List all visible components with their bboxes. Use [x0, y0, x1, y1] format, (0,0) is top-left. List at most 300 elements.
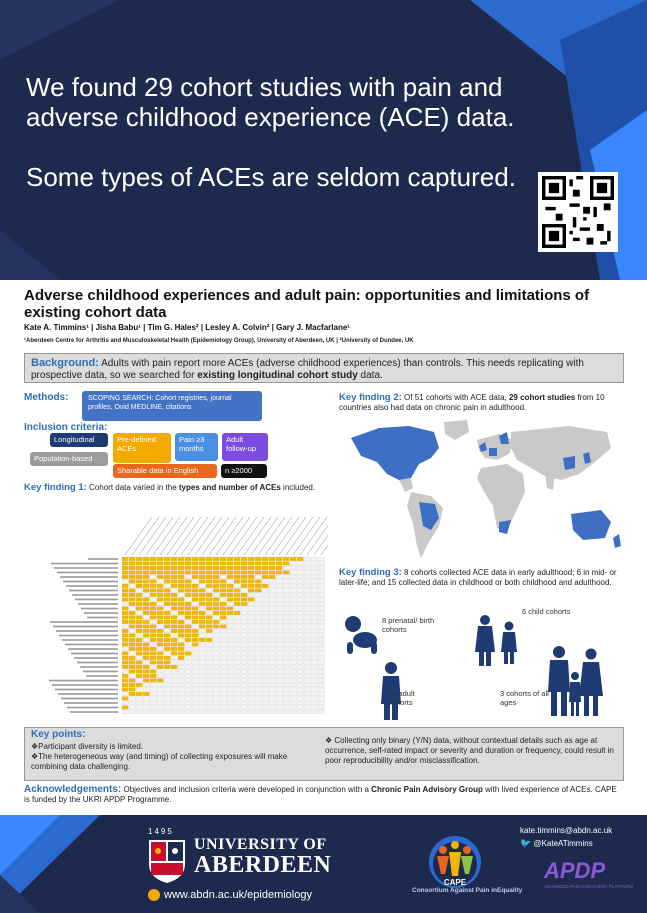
- grid-cell: [227, 620, 233, 624]
- grid-cell: [276, 688, 282, 692]
- world-map: [339, 418, 625, 566]
- grid-cell: [241, 607, 247, 611]
- grid-cell: [122, 566, 128, 570]
- grid-cell: [227, 580, 233, 584]
- grid-cell: [129, 652, 135, 656]
- grid-cell: [255, 616, 261, 620]
- grid-cell: [290, 692, 296, 696]
- grid-cell: [276, 679, 282, 683]
- grid-cell: [178, 629, 184, 633]
- grid-cell: [192, 634, 198, 638]
- grid-cell: [290, 602, 296, 606]
- grid-column-header: [272, 517, 299, 555]
- grid-cell: [150, 575, 156, 579]
- grid-cell: [283, 602, 289, 606]
- grid-cell: [248, 692, 254, 696]
- grid-cell: [220, 706, 226, 710]
- grid-cell: [269, 679, 275, 683]
- website-url[interactable]: www.abdn.ac.uk/epidemiology: [164, 889, 312, 901]
- grid-cell: [283, 571, 289, 575]
- grid-cell: [136, 580, 142, 584]
- grid-cell: [318, 697, 324, 701]
- grid-cell: [129, 593, 135, 597]
- grid-cell: [136, 602, 142, 606]
- grid-cell: [199, 652, 205, 656]
- grid-cell: [276, 580, 282, 584]
- grid-cell: [213, 674, 219, 678]
- grid-cell: [227, 656, 233, 660]
- grid-cell: [206, 679, 212, 683]
- grid-cell: [164, 679, 170, 683]
- grid-cell: [262, 616, 268, 620]
- grid-cell: [318, 625, 324, 629]
- grid-column-header: [237, 517, 264, 555]
- grid-cell: [269, 634, 275, 638]
- grid-cell: [255, 575, 261, 579]
- grid-cell: [311, 557, 317, 561]
- grid-cell: [290, 661, 296, 665]
- grid-column-header: [216, 517, 243, 555]
- grid-cell: [150, 643, 156, 647]
- grid-cell: [297, 692, 303, 696]
- grid-cell: [318, 629, 324, 633]
- grid-cell: [283, 589, 289, 593]
- grid-cell: [206, 566, 212, 570]
- grid-cell: [227, 665, 233, 669]
- grid-cell: [192, 697, 198, 701]
- grid-cell: [122, 661, 128, 665]
- grid-cell: [213, 647, 219, 651]
- grid-cell: [220, 598, 226, 602]
- grid-cell: [311, 665, 317, 669]
- grid-cell: [171, 571, 177, 575]
- grid-cell: [234, 710, 240, 714]
- grid-cell: [269, 643, 275, 647]
- grid-cell: [276, 661, 282, 665]
- grid-cell: [297, 634, 303, 638]
- grid-cell: [143, 679, 149, 683]
- key-finding-1-text-1: Cohort data varied in the: [86, 483, 179, 492]
- grid-column-header: [300, 517, 327, 555]
- grid-cell: [129, 643, 135, 647]
- grid-cell: [227, 607, 233, 611]
- grid-cell: [255, 665, 261, 669]
- grid-cell: [164, 701, 170, 705]
- grid-cell: [164, 620, 170, 624]
- grid-cell: [199, 580, 205, 584]
- grid-cell: [192, 607, 198, 611]
- grid-cell: [164, 652, 170, 656]
- grid-cell: [283, 692, 289, 696]
- grid-cell: [304, 602, 310, 606]
- grid-cell: [129, 589, 135, 593]
- grid-cell: [241, 562, 247, 566]
- grid-cell: [206, 688, 212, 692]
- grid-cell: [157, 643, 163, 647]
- grid-cell: [171, 697, 177, 701]
- grid-cell: [297, 688, 303, 692]
- grid-cell: [171, 652, 177, 656]
- grid-cell: [136, 688, 142, 692]
- grid-cell: [157, 710, 163, 714]
- grid-cell: [227, 611, 233, 615]
- grid-cell: [164, 602, 170, 606]
- grid-cell: [318, 692, 324, 696]
- grid-cell: [150, 611, 156, 615]
- grid-cell: [311, 616, 317, 620]
- grid-cell: [199, 557, 205, 561]
- grid-cell: [206, 616, 212, 620]
- grid-cell: [234, 652, 240, 656]
- grid-cell: [143, 593, 149, 597]
- grid-row-label: [87, 617, 118, 619]
- grid-cell: [164, 598, 170, 602]
- grid-cell: [192, 688, 198, 692]
- grid-cell: [178, 607, 184, 611]
- grid-cell: [192, 625, 198, 629]
- grid-cell: [262, 697, 268, 701]
- grid-cell: [213, 562, 219, 566]
- grid-cell: [143, 688, 149, 692]
- grid-cell: [304, 710, 310, 714]
- grid-cell: [269, 697, 275, 701]
- grid-cell: [150, 692, 156, 696]
- grid-cell: [297, 706, 303, 710]
- grid-cell: [269, 566, 275, 570]
- grid-cell: [269, 701, 275, 705]
- affiliations: ¹Aberdeen Centre for Arthritis and Musculoskeletal Health (Epidemiology Group), University of Aberdeen, UK | ²University of Dundee, UK: [24, 338, 414, 344]
- grid-cell: [171, 647, 177, 651]
- grid-cell: [248, 674, 254, 678]
- grid-cell: [143, 670, 149, 674]
- grid-cell: [318, 656, 324, 660]
- grid-cell: [304, 557, 310, 561]
- grid-cell: [262, 647, 268, 651]
- grid-cell: [199, 562, 205, 566]
- grid-cell: [318, 701, 324, 705]
- grid-cell: [269, 593, 275, 597]
- grid-cell: [129, 629, 135, 633]
- grid-cell: [136, 571, 142, 575]
- grid-cell: [234, 562, 240, 566]
- grid-cell: [178, 674, 184, 678]
- grid-cell: [192, 652, 198, 656]
- grid-cell: [129, 557, 135, 561]
- grid-cell: [290, 706, 296, 710]
- grid-cell: [122, 557, 128, 561]
- grid-cell: [276, 710, 282, 714]
- grid-cell: [318, 566, 324, 570]
- grid-cell: [150, 616, 156, 620]
- criterion-adult: Adult follow-up: [222, 433, 268, 461]
- grid-cell: [178, 661, 184, 665]
- grid-cell: [185, 580, 191, 584]
- grid-cell: [171, 584, 177, 588]
- grid-cell: [136, 557, 142, 561]
- grid-cell: [248, 710, 254, 714]
- grid-cell: [255, 674, 261, 678]
- key-finding-1-text-bold: types and number of ACEs: [178, 483, 281, 492]
- grid-cell: [283, 566, 289, 570]
- grid-cell: [171, 562, 177, 566]
- contact-email[interactable]: kate.timmins@abdn.ac.uk: [520, 826, 613, 835]
- grid-cell: [171, 710, 177, 714]
- grid-cell: [199, 584, 205, 588]
- grid-cell: [220, 688, 226, 692]
- grid-cell: [311, 566, 317, 570]
- grid-cell: [129, 625, 135, 629]
- grid-cell: [199, 607, 205, 611]
- grid-cell: [157, 589, 163, 593]
- grid-cell: [318, 688, 324, 692]
- grid-cell: [241, 571, 247, 575]
- grid-cell: [318, 598, 324, 602]
- grid-cell: [234, 611, 240, 615]
- grid-cell: [304, 706, 310, 710]
- grid-cell: [248, 670, 254, 674]
- grid-column-header: [279, 517, 306, 555]
- grid-cell: [192, 593, 198, 597]
- grid-cell: [220, 710, 226, 714]
- grid-cell: [213, 661, 219, 665]
- grid-cell: [311, 575, 317, 579]
- grid-cell: [143, 647, 149, 651]
- grid-cell: [199, 575, 205, 579]
- criterion-pain: Pain ≥3 months: [175, 433, 218, 461]
- grid-cell: [234, 661, 240, 665]
- grid-cell: [248, 625, 254, 629]
- grid-cell: [220, 647, 226, 651]
- grid-cell: [318, 643, 324, 647]
- grid-cell: [171, 598, 177, 602]
- grid-cell: [199, 593, 205, 597]
- grid-cell: [164, 562, 170, 566]
- grid-cell: [227, 562, 233, 566]
- grid-cell: [248, 584, 254, 588]
- grid-cell: [171, 674, 177, 678]
- grid-cell: [164, 611, 170, 615]
- grid-cell: [150, 661, 156, 665]
- children-icon: [475, 615, 517, 666]
- grid-cell: [192, 679, 198, 683]
- grid-cell: [276, 593, 282, 597]
- grid-cell: [213, 589, 219, 593]
- grid-cell: [234, 557, 240, 561]
- grid-cell: [164, 634, 170, 638]
- grid-cell: [171, 557, 177, 561]
- grid-row-label: [66, 585, 118, 587]
- grid-cell: [227, 706, 233, 710]
- grid-cell: [143, 706, 149, 710]
- grid-cell: [290, 679, 296, 683]
- grid-cell: [234, 692, 240, 696]
- grid-cell: [164, 647, 170, 651]
- grid-cell: [283, 665, 289, 669]
- grid-cell: [276, 692, 282, 696]
- grid-cell: [290, 634, 296, 638]
- grid-cell: [178, 683, 184, 687]
- grid-cell: [227, 616, 233, 620]
- grid-cell: [192, 710, 198, 714]
- grid-cell: [276, 575, 282, 579]
- grid-cell: [178, 602, 184, 606]
- grid-cell: [206, 562, 212, 566]
- grid-cell: [276, 607, 282, 611]
- grid-cell: [213, 656, 219, 660]
- grid-cell: [241, 557, 247, 561]
- grid-cell: [234, 566, 240, 570]
- grid-cell: [185, 652, 191, 656]
- grid-cell: [171, 575, 177, 579]
- grid-cell: [185, 589, 191, 593]
- grid-cell: [143, 571, 149, 575]
- grid-cell: [164, 616, 170, 620]
- grid-cell: [199, 670, 205, 674]
- grid-cell: [311, 589, 317, 593]
- grid-cell: [318, 706, 324, 710]
- grid-cell: [255, 566, 261, 570]
- grid-cell: [164, 629, 170, 633]
- grid-cell: [234, 706, 240, 710]
- grid-cell: [283, 661, 289, 665]
- grid-cell: [297, 598, 303, 602]
- grid-cell: [143, 602, 149, 606]
- grid-cell: [262, 674, 268, 678]
- grid-cell: [311, 674, 317, 678]
- grid-cell: [290, 652, 296, 656]
- grid-cell: [143, 674, 149, 678]
- grid-cell: [276, 701, 282, 705]
- grid-cell: [178, 652, 184, 656]
- grid-cell: [157, 557, 163, 561]
- grid-cell: [311, 683, 317, 687]
- grid-cell: [297, 593, 303, 597]
- grid-cell: [199, 679, 205, 683]
- grid-cell: [234, 575, 240, 579]
- grid-cell: [262, 593, 268, 597]
- grid-cell: [318, 580, 324, 584]
- grid-cell: [269, 629, 275, 633]
- grid-cell: [171, 593, 177, 597]
- grid-cell: [248, 607, 254, 611]
- grid-cell: [248, 647, 254, 651]
- grid-cell: [192, 571, 198, 575]
- grid-cell: [234, 638, 240, 642]
- grid-cell: [311, 611, 317, 615]
- grid-cell: [283, 683, 289, 687]
- grid-cell: [269, 647, 275, 651]
- grid-row-label: [51, 563, 118, 565]
- grid-cell: [213, 611, 219, 615]
- grid-cell: [290, 638, 296, 642]
- grid-cell: [192, 616, 198, 620]
- grid-cell: [192, 683, 198, 687]
- grid-cell: [122, 701, 128, 705]
- grid-column-header: [181, 517, 208, 555]
- grid-cell: [178, 575, 184, 579]
- grid-cell: [269, 670, 275, 674]
- grid-cell: [262, 566, 268, 570]
- grid-cell: [311, 661, 317, 665]
- grid-cell: [129, 710, 135, 714]
- grid-column-header: [139, 517, 166, 555]
- grid-cell: [129, 647, 135, 651]
- grid-cell: [157, 593, 163, 597]
- grid-cell: [122, 589, 128, 593]
- grid-cell: [157, 692, 163, 696]
- grid-cell: [150, 625, 156, 629]
- grid-cell: [213, 580, 219, 584]
- grid-cell: [213, 643, 219, 647]
- grid-cell: [311, 634, 317, 638]
- grid-cell: [164, 706, 170, 710]
- grid-cell: [304, 584, 310, 588]
- grid-cell: [311, 710, 317, 714]
- apdp-logo: APDP: [544, 858, 606, 883]
- grid-cell: [297, 710, 303, 714]
- grid-cell: [283, 598, 289, 602]
- grid-cell: [199, 602, 205, 606]
- grid-cell: [185, 620, 191, 624]
- grid-cell: [157, 697, 163, 701]
- cape-full-name: Consortium Against Pain inEquality: [412, 887, 523, 894]
- grid-cell: [283, 710, 289, 714]
- western-europe: [489, 448, 497, 456]
- grid-cell: [122, 656, 128, 660]
- grid-cell: [276, 706, 282, 710]
- grid-cell: [129, 670, 135, 674]
- grid-cell: [157, 679, 163, 683]
- website-link[interactable]: [148, 889, 312, 901]
- grid-cell: [136, 652, 142, 656]
- grid-cell: [311, 679, 317, 683]
- grid-cell: [276, 656, 282, 660]
- grid-cell: [297, 620, 303, 624]
- grid-cell: [164, 674, 170, 678]
- grid-cell: [136, 629, 142, 633]
- grid-cell: [164, 566, 170, 570]
- grid-cell: [220, 575, 226, 579]
- grid-cell: [276, 566, 282, 570]
- grid-cell: [255, 589, 261, 593]
- grid-cell: [304, 566, 310, 570]
- grid-cell: [220, 557, 226, 561]
- grid-column-header: [321, 517, 328, 555]
- grid-cell: [122, 629, 128, 633]
- qr-code[interactable]: [538, 172, 618, 252]
- grid-cell: [164, 638, 170, 642]
- grid-cell: [178, 647, 184, 651]
- grid-cell: [290, 607, 296, 611]
- twitter-handle[interactable]: [520, 838, 593, 849]
- grid-cell: [157, 620, 163, 624]
- grid-cell: [157, 598, 163, 602]
- grid-cell: [122, 710, 128, 714]
- grid-cell: [199, 620, 205, 624]
- grid-cell: [290, 593, 296, 597]
- grid-cell: [227, 692, 233, 696]
- grid-cell: [122, 580, 128, 584]
- grid-cell: [255, 647, 261, 651]
- grid-cell: [318, 647, 324, 651]
- grid-cell: [311, 629, 317, 633]
- grid-cell: [178, 620, 184, 624]
- twitter-text[interactable]: @KateATimmins: [533, 839, 593, 848]
- grid-cell: [241, 643, 247, 647]
- grid-cell: [206, 611, 212, 615]
- grid-cell: [199, 692, 205, 696]
- grid-cell: [164, 643, 170, 647]
